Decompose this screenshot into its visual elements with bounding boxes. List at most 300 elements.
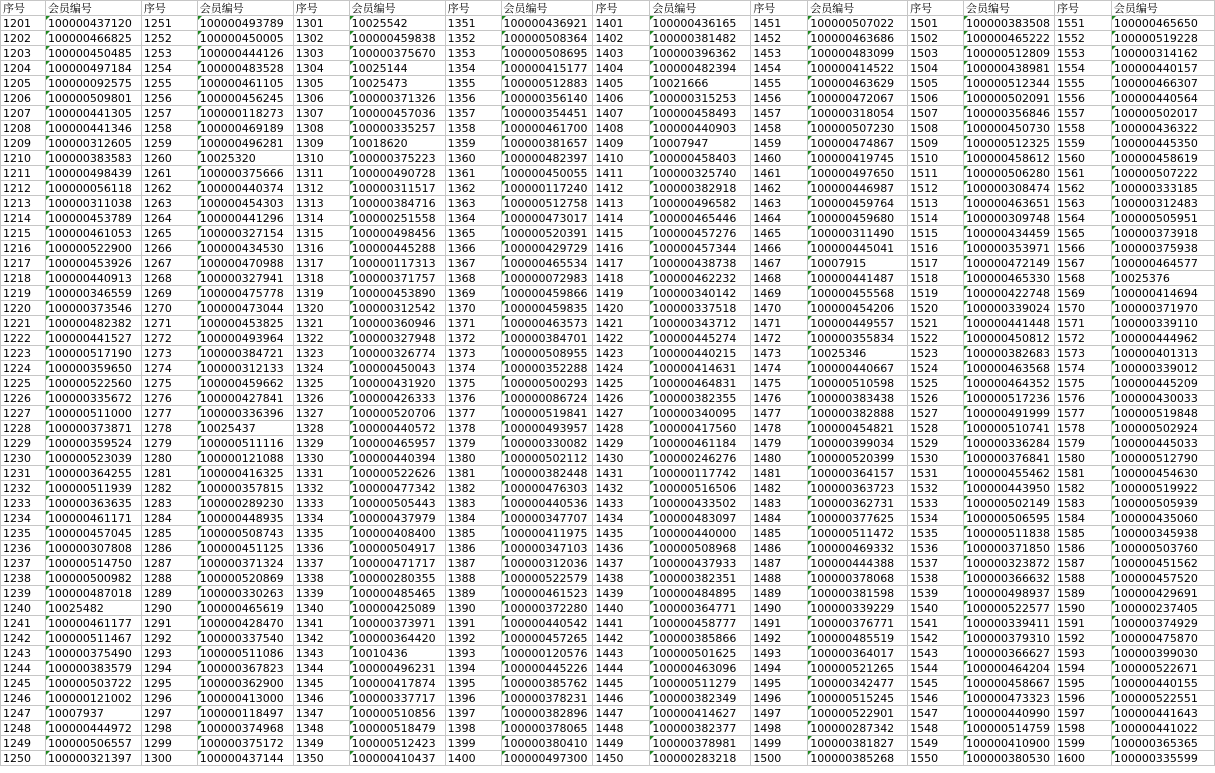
seq-cell[interactable]: 1330 — [293, 451, 349, 466]
member-id-cell[interactable]: 100000455568 — [808, 286, 908, 301]
member-id-cell[interactable]: 100000485465 — [349, 586, 445, 601]
seq-cell[interactable]: 1548 — [908, 721, 964, 736]
member-id-cell[interactable]: 100000356140 — [501, 91, 593, 106]
member-id-cell[interactable]: 100000118497 — [197, 706, 293, 721]
member-id-cell[interactable]: 100000374968 — [197, 721, 293, 736]
member-id-cell[interactable]: 100000364255 — [45, 466, 141, 481]
seq-cell[interactable]: 1542 — [908, 631, 964, 646]
member-id-cell[interactable]: 100000372280 — [501, 601, 593, 616]
seq-cell[interactable]: 1473 — [751, 346, 808, 361]
member-id-cell[interactable]: 100000330082 — [501, 436, 593, 451]
seq-cell[interactable]: 1246 — [1, 691, 46, 706]
member-id-cell[interactable]: 100000417560 — [650, 421, 751, 436]
member-id-cell[interactable]: 10007915 — [808, 256, 908, 271]
seq-cell[interactable]: 1444 — [593, 661, 650, 676]
member-id-cell[interactable]: 100000514750 — [45, 556, 141, 571]
seq-cell[interactable]: 1535 — [908, 526, 964, 541]
member-id-cell[interactable]: 100000461523 — [501, 586, 593, 601]
member-id-cell[interactable]: 100000371970 — [1111, 301, 1214, 316]
member-id-cell[interactable]: 100000380410 — [501, 736, 593, 751]
member-id-cell[interactable]: 100000465330 — [964, 271, 1055, 286]
member-id-cell[interactable]: 100000463686 — [808, 31, 908, 46]
seq-cell[interactable]: 1536 — [908, 541, 964, 556]
member-id-cell[interactable]: 100000371324 — [197, 556, 293, 571]
seq-cell[interactable]: 1523 — [908, 346, 964, 361]
seq-cell[interactable]: 1420 — [593, 301, 650, 316]
member-id-cell[interactable]: 100000438981 — [964, 61, 1055, 76]
seq-cell[interactable]: 1203 — [1, 46, 46, 61]
seq-cell[interactable]: 1319 — [293, 286, 349, 301]
seq-cell[interactable]: 1259 — [141, 136, 197, 151]
member-id-cell[interactable]: 100000117742 — [650, 466, 751, 481]
seq-cell[interactable]: 1207 — [1, 106, 46, 121]
seq-cell[interactable]: 1315 — [293, 226, 349, 241]
member-id-cell[interactable]: 100000385866 — [650, 631, 751, 646]
seq-cell[interactable]: 1205 — [1, 76, 46, 91]
seq-cell[interactable]: 1418 — [593, 271, 650, 286]
seq-cell[interactable]: 1590 — [1055, 601, 1112, 616]
seq-cell[interactable]: 1256 — [141, 91, 197, 106]
seq-cell[interactable]: 1395 — [445, 676, 501, 691]
member-id-cell[interactable]: 100000459764 — [808, 196, 908, 211]
member-id-cell[interactable]: 100000327941 — [197, 271, 293, 286]
member-id-cell[interactable]: 100000506595 — [964, 511, 1055, 526]
seq-cell[interactable]: 1247 — [1, 706, 46, 721]
seq-cell[interactable]: 1396 — [445, 691, 501, 706]
member-id-cell[interactable]: 100000440000 — [650, 526, 751, 541]
seq-cell[interactable]: 1534 — [908, 511, 964, 526]
member-id-cell[interactable]: 100000507230 — [808, 121, 908, 136]
member-id-cell[interactable]: 100000433502 — [650, 496, 751, 511]
member-id-cell[interactable]: 100000445288 — [349, 241, 445, 256]
seq-cell[interactable]: 1482 — [751, 481, 808, 496]
member-id-cell[interactable]: 100000427841 — [197, 391, 293, 406]
member-id-cell[interactable]: 100000457276 — [650, 226, 751, 241]
member-id-cell[interactable]: 100000464352 — [964, 376, 1055, 391]
seq-cell[interactable]: 1497 — [751, 706, 808, 721]
seq-cell[interactable]: 1424 — [593, 361, 650, 376]
member-id-cell[interactable]: 100000086724 — [501, 391, 593, 406]
member-id-cell[interactable]: 100000493957 — [501, 421, 593, 436]
seq-cell[interactable]: 1472 — [751, 331, 808, 346]
member-id-cell[interactable]: 100000428470 — [197, 616, 293, 631]
member-id-cell[interactable]: 100000337540 — [197, 631, 293, 646]
member-id-cell[interactable]: 10007947 — [650, 136, 751, 151]
member-id-cell[interactable]: 10025320 — [197, 151, 293, 166]
seq-cell[interactable]: 1422 — [593, 331, 650, 346]
seq-cell[interactable]: 1531 — [908, 466, 964, 481]
seq-cell[interactable]: 1596 — [1055, 691, 1112, 706]
seq-cell[interactable]: 1222 — [1, 331, 46, 346]
seq-cell[interactable]: 1456 — [751, 91, 808, 106]
member-id-cell[interactable]: 100000457036 — [349, 106, 445, 121]
member-id-cell[interactable]: 100000381657 — [501, 136, 593, 151]
member-id-cell[interactable]: 100000512758 — [501, 196, 593, 211]
member-id-cell[interactable]: 100000505939 — [1111, 496, 1214, 511]
member-id-cell[interactable]: 100000454206 — [808, 301, 908, 316]
member-id-cell[interactable]: 100000453890 — [349, 286, 445, 301]
seq-cell[interactable]: 1333 — [293, 496, 349, 511]
member-id-cell[interactable]: 100000399034 — [808, 436, 908, 451]
member-id-cell[interactable]: 100000376841 — [964, 451, 1055, 466]
seq-cell[interactable]: 1308 — [293, 121, 349, 136]
seq-cell[interactable]: 1227 — [1, 406, 46, 421]
seq-cell[interactable]: 1543 — [908, 646, 964, 661]
member-id-cell[interactable]: 100000505443 — [349, 496, 445, 511]
seq-cell[interactable]: 1510 — [908, 151, 964, 166]
seq-cell[interactable]: 1275 — [141, 376, 197, 391]
member-id-cell[interactable]: 100000464204 — [964, 661, 1055, 676]
seq-cell[interactable]: 1600 — [1055, 751, 1112, 766]
member-id-cell[interactable]: 100000482382 — [45, 316, 141, 331]
seq-cell[interactable]: 1381 — [445, 466, 501, 481]
seq-cell[interactable]: 1464 — [751, 211, 808, 226]
member-id-cell[interactable]: 100000465446 — [650, 211, 751, 226]
member-id-cell[interactable]: 100000511116 — [197, 436, 293, 451]
seq-cell[interactable]: 1375 — [445, 376, 501, 391]
member-id-cell[interactable]: 100000500293 — [501, 376, 593, 391]
seq-cell[interactable]: 1360 — [445, 151, 501, 166]
seq-cell[interactable]: 1435 — [593, 526, 650, 541]
seq-cell[interactable]: 1413 — [593, 196, 650, 211]
member-id-cell[interactable]: 100000465650 — [1111, 16, 1214, 31]
member-id-cell[interactable]: 100000373546 — [45, 301, 141, 316]
seq-cell[interactable]: 1526 — [908, 391, 964, 406]
member-id-cell[interactable]: 100000451562 — [1111, 556, 1214, 571]
member-id-cell[interactable]: 100000521265 — [808, 661, 908, 676]
member-id-cell[interactable]: 100000463573 — [501, 316, 593, 331]
member-id-cell[interactable]: 100000312542 — [349, 301, 445, 316]
seq-cell[interactable]: 1429 — [593, 436, 650, 451]
seq-cell[interactable]: 1453 — [751, 46, 808, 61]
seq-cell[interactable]: 1470 — [751, 301, 808, 316]
header-seq-cell[interactable]: 序号 — [293, 1, 349, 16]
seq-cell[interactable]: 1238 — [1, 571, 46, 586]
seq-cell[interactable]: 1492 — [751, 631, 808, 646]
seq-cell[interactable]: 1484 — [751, 511, 808, 526]
seq-cell[interactable]: 1549 — [908, 736, 964, 751]
member-id-cell[interactable]: 100000469332 — [808, 541, 908, 556]
member-id-cell[interactable]: 100000414694 — [1111, 286, 1214, 301]
seq-cell[interactable]: 1436 — [593, 541, 650, 556]
seq-cell[interactable]: 1310 — [293, 151, 349, 166]
member-id-cell[interactable]: 100000379310 — [964, 631, 1055, 646]
member-id-cell[interactable]: 100000362731 — [808, 496, 908, 511]
member-id-cell[interactable]: 100000117313 — [349, 256, 445, 271]
seq-cell[interactable]: 1237 — [1, 556, 46, 571]
member-id-cell[interactable]: 100000311038 — [45, 196, 141, 211]
member-id-cell[interactable]: 100000440564 — [1111, 91, 1214, 106]
member-id-cell[interactable]: 100000508364 — [501, 31, 593, 46]
seq-cell[interactable]: 1337 — [293, 556, 349, 571]
member-id-cell[interactable]: 100000380530 — [964, 751, 1055, 766]
seq-cell[interactable]: 1331 — [293, 466, 349, 481]
seq-cell[interactable]: 1357 — [445, 106, 501, 121]
member-id-cell[interactable]: 100000482394 — [650, 61, 751, 76]
seq-cell[interactable]: 1301 — [293, 16, 349, 31]
member-id-cell[interactable]: 10025346 — [808, 346, 908, 361]
member-id-cell[interactable]: 100000520706 — [349, 406, 445, 421]
member-id-cell[interactable]: 100000384716 — [349, 196, 445, 211]
seq-cell[interactable]: 1541 — [908, 616, 964, 631]
seq-cell[interactable]: 1493 — [751, 646, 808, 661]
seq-cell[interactable]: 1202 — [1, 31, 46, 46]
member-id-cell[interactable]: 100000120576 — [501, 646, 593, 661]
seq-cell[interactable]: 1403 — [593, 46, 650, 61]
header-seq-cell[interactable]: 序号 — [751, 1, 808, 16]
seq-cell[interactable]: 1326 — [293, 391, 349, 406]
seq-cell[interactable]: 1356 — [445, 91, 501, 106]
seq-cell[interactable]: 1268 — [141, 271, 197, 286]
seq-cell[interactable]: 1554 — [1055, 61, 1112, 76]
seq-cell[interactable]: 1355 — [445, 76, 501, 91]
seq-cell[interactable]: 1540 — [908, 601, 964, 616]
member-id-cell[interactable]: 100000353971 — [964, 241, 1055, 256]
member-id-cell[interactable]: 100000401313 — [1111, 346, 1214, 361]
member-id-cell[interactable]: 100000396362 — [650, 46, 751, 61]
member-id-cell[interactable]: 100000454630 — [1111, 466, 1214, 481]
member-id-cell[interactable]: 100000458612 — [964, 151, 1055, 166]
member-id-cell[interactable]: 100000364017 — [808, 646, 908, 661]
seq-cell[interactable]: 1377 — [445, 406, 501, 421]
member-id-cell[interactable]: 100000384701 — [501, 331, 593, 346]
member-id-cell[interactable]: 100000483097 — [650, 511, 751, 526]
seq-cell[interactable]: 1292 — [141, 631, 197, 646]
member-id-cell[interactable]: 100000121002 — [45, 691, 141, 706]
member-id-cell[interactable]: 100000450730 — [964, 121, 1055, 136]
member-id-cell[interactable]: 100000441346 — [45, 121, 141, 136]
member-id-cell[interactable]: 100000461177 — [45, 616, 141, 631]
seq-cell[interactable]: 1559 — [1055, 136, 1112, 151]
seq-cell[interactable]: 1441 — [593, 616, 650, 631]
seq-cell[interactable]: 1496 — [751, 691, 808, 706]
member-id-cell[interactable]: 100000441643 — [1111, 706, 1214, 721]
seq-cell[interactable]: 1524 — [908, 361, 964, 376]
seq-cell[interactable]: 1312 — [293, 181, 349, 196]
member-id-cell[interactable]: 100000491999 — [964, 406, 1055, 421]
seq-cell[interactable]: 1290 — [141, 601, 197, 616]
seq-cell[interactable]: 1458 — [751, 121, 808, 136]
seq-cell[interactable]: 1597 — [1055, 706, 1112, 721]
member-id-cell[interactable]: 100000440913 — [45, 271, 141, 286]
seq-cell[interactable]: 1299 — [141, 736, 197, 751]
seq-cell[interactable]: 1576 — [1055, 391, 1112, 406]
member-id-cell[interactable]: 100000466825 — [45, 31, 141, 46]
seq-cell[interactable]: 1264 — [141, 211, 197, 226]
seq-cell[interactable]: 1416 — [593, 241, 650, 256]
seq-cell[interactable]: 1481 — [751, 466, 808, 481]
seq-cell[interactable]: 1411 — [593, 166, 650, 181]
seq-cell[interactable]: 1389 — [445, 586, 501, 601]
seq-cell[interactable]: 1552 — [1055, 31, 1112, 46]
member-id-cell[interactable]: 100000518479 — [349, 721, 445, 736]
member-id-cell[interactable]: 100000473323 — [964, 691, 1055, 706]
member-id-cell[interactable]: 100000484895 — [650, 586, 751, 601]
seq-cell[interactable]: 1204 — [1, 61, 46, 76]
seq-cell[interactable]: 1563 — [1055, 196, 1112, 211]
seq-cell[interactable]: 1386 — [445, 541, 501, 556]
member-id-cell[interactable]: 100000410437 — [349, 751, 445, 766]
member-id-cell[interactable]: 100000333185 — [1111, 181, 1214, 196]
member-id-cell[interactable]: 100000347103 — [501, 541, 593, 556]
seq-cell[interactable]: 1518 — [908, 271, 964, 286]
header-member-cell[interactable]: 会员编号 — [45, 1, 141, 16]
member-id-cell[interactable]: 100000378981 — [650, 736, 751, 751]
seq-cell[interactable]: 1225 — [1, 376, 46, 391]
member-id-cell[interactable]: 100000465957 — [349, 436, 445, 451]
member-id-cell[interactable]: 100000343712 — [650, 316, 751, 331]
seq-cell[interactable]: 1303 — [293, 46, 349, 61]
member-id-cell[interactable]: 100000399030 — [1111, 646, 1214, 661]
seq-cell[interactable]: 1323 — [293, 346, 349, 361]
seq-cell[interactable]: 1589 — [1055, 586, 1112, 601]
seq-cell[interactable]: 1206 — [1, 91, 46, 106]
seq-cell[interactable]: 1351 — [445, 16, 501, 31]
seq-cell[interactable]: 1442 — [593, 631, 650, 646]
seq-cell[interactable]: 1261 — [141, 166, 197, 181]
member-id-cell[interactable]: 100000510598 — [808, 376, 908, 391]
seq-cell[interactable]: 1558 — [1055, 121, 1112, 136]
member-id-cell[interactable]: 100000441022 — [1111, 721, 1214, 736]
seq-cell[interactable]: 1354 — [445, 61, 501, 76]
seq-cell[interactable]: 1477 — [751, 406, 808, 421]
member-id-cell[interactable]: 100000375670 — [349, 46, 445, 61]
seq-cell[interactable]: 1460 — [751, 151, 808, 166]
seq-cell[interactable]: 1297 — [141, 706, 197, 721]
member-id-cell[interactable]: 100000444972 — [45, 721, 141, 736]
member-id-cell[interactable]: 100000419745 — [808, 151, 908, 166]
member-id-cell[interactable]: 100000510741 — [964, 421, 1055, 436]
seq-cell[interactable]: 1462 — [751, 181, 808, 196]
member-id-cell[interactable]: 10025376 — [1111, 271, 1214, 286]
member-id-cell[interactable]: 100000374929 — [1111, 616, 1214, 631]
seq-cell[interactable]: 1373 — [445, 346, 501, 361]
seq-cell[interactable]: 1494 — [751, 661, 808, 676]
seq-cell[interactable]: 1399 — [445, 736, 501, 751]
seq-cell[interactable]: 1371 — [445, 316, 501, 331]
member-id-cell[interactable]: 100000519922 — [1111, 481, 1214, 496]
member-id-cell[interactable]: 100000464831 — [650, 376, 751, 391]
member-id-cell[interactable]: 100000497300 — [501, 751, 593, 766]
member-id-cell[interactable]: 100000440157 — [1111, 61, 1214, 76]
seq-cell[interactable]: 1557 — [1055, 106, 1112, 121]
member-id-cell[interactable]: 100000383508 — [964, 16, 1055, 31]
seq-cell[interactable]: 1528 — [908, 421, 964, 436]
seq-cell[interactable]: 1368 — [445, 271, 501, 286]
member-id-cell[interactable]: 100000496231 — [349, 661, 445, 676]
member-id-cell[interactable]: 100000463096 — [650, 661, 751, 676]
member-id-cell[interactable]: 100000440536 — [501, 496, 593, 511]
seq-cell[interactable]: 1302 — [293, 31, 349, 46]
member-id-cell[interactable]: 100000511838 — [964, 526, 1055, 541]
member-id-cell[interactable]: 100000340142 — [650, 286, 751, 301]
member-id-cell[interactable]: 100000342477 — [808, 676, 908, 691]
member-id-cell[interactable]: 100000437979 — [349, 511, 445, 526]
member-id-cell[interactable]: 100000414627 — [650, 706, 751, 721]
member-id-cell[interactable]: 100000522671 — [1111, 661, 1214, 676]
member-id-cell[interactable]: 100000510856 — [349, 706, 445, 721]
header-seq-cell[interactable]: 序号 — [1055, 1, 1112, 16]
member-id-cell[interactable]: 100000416325 — [197, 466, 293, 481]
seq-cell[interactable]: 1253 — [141, 46, 197, 61]
member-id-cell[interactable]: 100000450043 — [349, 361, 445, 376]
seq-cell[interactable]: 1433 — [593, 496, 650, 511]
header-seq-cell[interactable]: 序号 — [593, 1, 650, 16]
member-id-cell[interactable]: 100000440374 — [197, 181, 293, 196]
member-id-cell[interactable]: 100000337717 — [349, 691, 445, 706]
member-id-cell[interactable]: 100000363635 — [45, 496, 141, 511]
member-id-cell[interactable]: 100000461105 — [197, 76, 293, 91]
seq-cell[interactable]: 1344 — [293, 661, 349, 676]
member-id-cell[interactable]: 100000496281 — [197, 136, 293, 151]
seq-cell[interactable]: 1214 — [1, 211, 46, 226]
seq-cell[interactable]: 1358 — [445, 121, 501, 136]
seq-cell[interactable]: 1272 — [141, 331, 197, 346]
seq-cell[interactable]: 1591 — [1055, 616, 1112, 631]
seq-cell[interactable]: 1269 — [141, 286, 197, 301]
seq-cell[interactable]: 1276 — [141, 391, 197, 406]
member-id-cell[interactable]: 100000453926 — [45, 256, 141, 271]
member-id-cell[interactable]: 100000471717 — [349, 556, 445, 571]
seq-cell[interactable]: 1527 — [908, 406, 964, 421]
member-id-cell[interactable]: 100000500982 — [45, 571, 141, 586]
member-id-cell[interactable]: 100000461700 — [501, 121, 593, 136]
seq-cell[interactable]: 1405 — [593, 76, 650, 91]
member-id-cell[interactable]: 10018620 — [349, 136, 445, 151]
member-id-cell[interactable]: 100000429729 — [501, 241, 593, 256]
member-id-cell[interactable]: 100000366632 — [964, 571, 1055, 586]
member-id-cell[interactable]: 100000445041 — [808, 241, 908, 256]
seq-cell[interactable]: 1533 — [908, 496, 964, 511]
seq-cell[interactable]: 1566 — [1055, 241, 1112, 256]
member-id-cell[interactable]: 100000457265 — [501, 631, 593, 646]
seq-cell[interactable]: 1514 — [908, 211, 964, 226]
member-id-cell[interactable]: 100000364771 — [650, 601, 751, 616]
seq-cell[interactable]: 1283 — [141, 496, 197, 511]
seq-cell[interactable]: 1359 — [445, 136, 501, 151]
member-id-cell[interactable]: 100000475870 — [1111, 631, 1214, 646]
member-id-cell[interactable]: 100000383583 — [45, 151, 141, 166]
member-id-cell[interactable]: 100000431920 — [349, 376, 445, 391]
member-id-cell[interactable]: 100000440542 — [501, 616, 593, 631]
seq-cell[interactable]: 1260 — [141, 151, 197, 166]
member-id-cell[interactable]: 100000519228 — [1111, 31, 1214, 46]
member-id-cell[interactable]: 100000445033 — [1111, 436, 1214, 451]
seq-cell[interactable]: 1295 — [141, 676, 197, 691]
member-id-cell[interactable]: 100000363723 — [808, 481, 908, 496]
seq-cell[interactable]: 1529 — [908, 436, 964, 451]
seq-cell[interactable]: 1505 — [908, 76, 964, 91]
seq-cell[interactable]: 1370 — [445, 301, 501, 316]
member-id-cell[interactable]: 100000455462 — [964, 466, 1055, 481]
member-id-cell[interactable]: 100000347707 — [501, 511, 593, 526]
seq-cell[interactable]: 1289 — [141, 586, 197, 601]
member-id-cell[interactable]: 100000359524 — [45, 436, 141, 451]
member-id-cell[interactable]: 100000522551 — [1111, 691, 1214, 706]
member-id-cell[interactable]: 100000512423 — [349, 736, 445, 751]
member-id-cell[interactable]: 100000512809 — [964, 46, 1055, 61]
seq-cell[interactable]: 1347 — [293, 706, 349, 721]
member-id-cell[interactable]: 100000511000 — [45, 406, 141, 421]
seq-cell[interactable]: 1327 — [293, 406, 349, 421]
seq-cell[interactable]: 1258 — [141, 121, 197, 136]
seq-cell[interactable]: 1224 — [1, 361, 46, 376]
seq-cell[interactable]: 1521 — [908, 316, 964, 331]
member-id-cell[interactable]: 100000522579 — [501, 571, 593, 586]
member-id-cell[interactable]: 100000498456 — [349, 226, 445, 241]
seq-cell[interactable]: 1263 — [141, 196, 197, 211]
seq-cell[interactable]: 1220 — [1, 301, 46, 316]
